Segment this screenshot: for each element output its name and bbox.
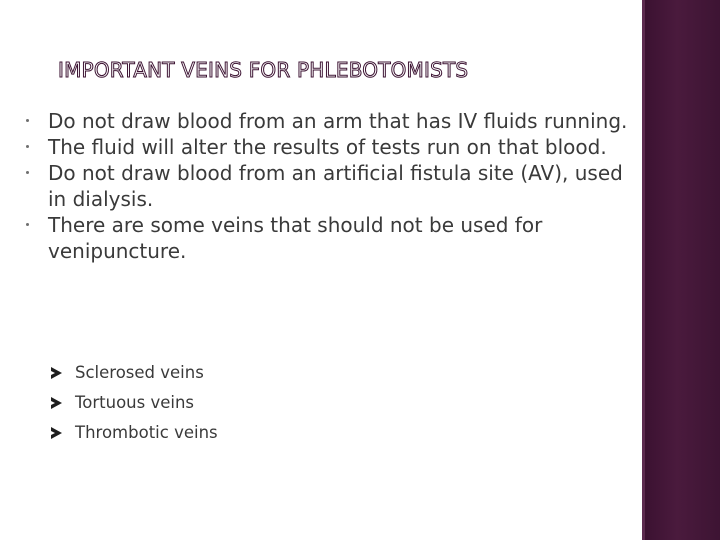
- dot-bullet-icon: [26, 171, 29, 174]
- sub-bullet-item: [0, 360, 218, 390]
- sub-bullet-text: Thrombotic veins: [75, 423, 218, 442]
- arrow-bullet-icon: [51, 427, 62, 439]
- sub-bullet-item: [0, 390, 218, 420]
- arrow-bullet-icon: [51, 367, 62, 379]
- sub-bullet-text: Tortuous veins: [75, 393, 195, 412]
- bullet-item: [0, 212, 638, 264]
- sub-bullet-item: [0, 420, 218, 450]
- bullet-item: [0, 160, 638, 212]
- bullet-text: Do not draw blood from an arm that has IV fluids running.: [48, 109, 628, 133]
- sub-bullet-list: [0, 360, 218, 450]
- decorative-sidebar: [642, 0, 720, 540]
- dot-bullet-icon: [26, 223, 29, 226]
- bullet-list: [0, 108, 640, 264]
- bullet-item: [0, 108, 638, 134]
- sub-bullet-text: Sclerosed veins: [75, 363, 204, 382]
- bullet-text: Do not draw blood from an artificial fistula site (AV), used in dialysis.: [48, 161, 623, 211]
- dot-bullet-icon: [26, 145, 29, 148]
- dot-bullet-icon: [26, 119, 29, 122]
- slide-title: IMPORTANT VEINS FOR PHLEBOTOMISTS: [58, 58, 469, 82]
- arrow-bullet-icon: [51, 397, 62, 409]
- bullet-item: [0, 134, 638, 160]
- bullet-text: There are some veins that should not be used for venipuncture.: [48, 213, 543, 263]
- bullet-text: The fluid will alter the results of tests run on that blood.: [48, 135, 607, 159]
